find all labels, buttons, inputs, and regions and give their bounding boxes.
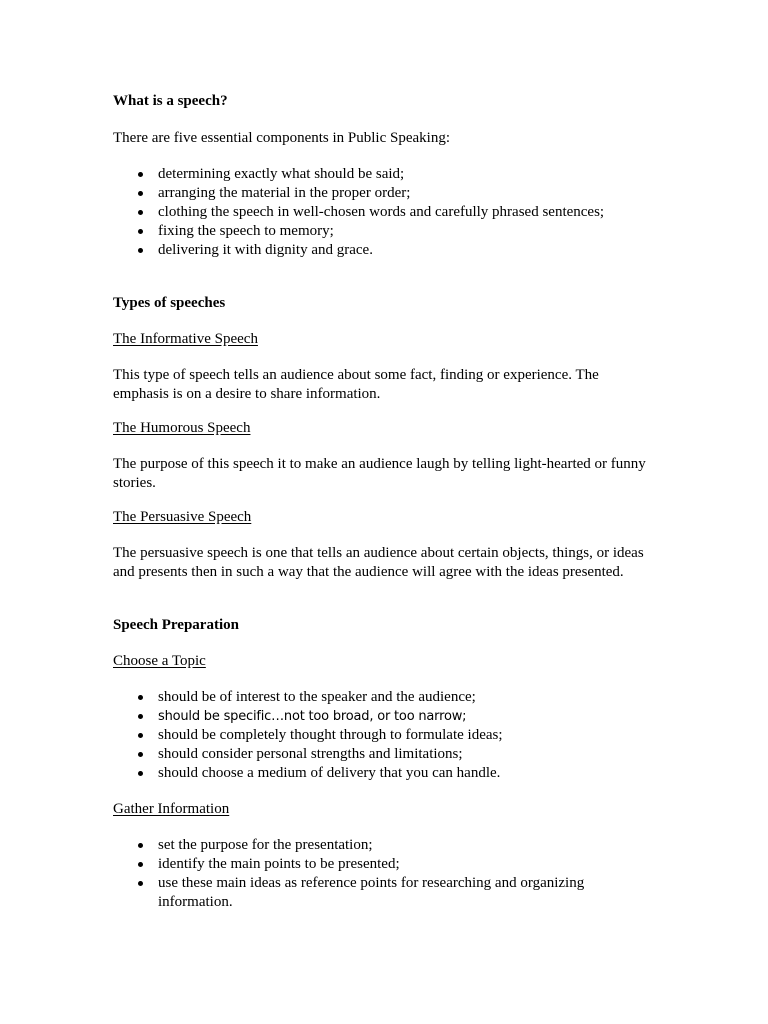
bullet-icon xyxy=(138,210,143,215)
intro-paragraph: There are five essential components in Public Speaking: xyxy=(113,130,450,146)
list-item: delivering it with dignity and grace. xyxy=(113,241,633,260)
persuasive-paragraph: The persuasive speech is one that tells an audience about certain objects, things, or ideas and presents then in such a way that the audience will agree with the ideas presented. xyxy=(113,545,644,580)
humorous-paragraph: The purpose of this speech it to make an audience laugh by telling light-hearted or funny stories. xyxy=(113,456,646,491)
list-item: clothing the speech in well-chosen words and carefully phrased sentences; xyxy=(113,203,633,222)
list-item: should consider personal strengths and limitations; xyxy=(113,745,633,764)
heading-types-of-speeches: Types of speeches xyxy=(113,295,226,311)
bullet-icon xyxy=(138,695,143,700)
subheading-choose-topic: Choose a Topic xyxy=(113,653,206,669)
bullet-icon xyxy=(138,881,143,886)
bullet-icon xyxy=(138,733,143,738)
bullet-icon xyxy=(138,191,143,196)
list-item: set the purpose for the presentation; xyxy=(113,836,633,855)
informative-paragraph: This type of speech tells an audience about some fact, finding or experience. The emphasis is on a desire to share information. xyxy=(113,367,599,402)
heading-what-is-a-speech: What is a speech? xyxy=(113,93,228,109)
list-item: arranging the material in the proper order; xyxy=(113,184,633,203)
list-item: determining exactly what should be said; xyxy=(113,165,633,184)
bullet-icon xyxy=(138,771,143,776)
bullet-icon xyxy=(138,752,143,757)
topic-list xyxy=(113,688,633,783)
bullet-icon xyxy=(138,248,143,253)
list-item: identify the main points to be presented; xyxy=(113,855,633,874)
subheading-persuasive: The Persuasive Speech xyxy=(113,509,252,525)
list-item: should be completely thought through to formulate ideas; xyxy=(113,726,633,745)
list-item: should be of interest to the speaker and the audience; xyxy=(113,688,633,707)
list-item: should choose a medium of delivery that you can handle. xyxy=(113,764,633,783)
components-list xyxy=(113,165,633,260)
subheading-informative: The Informative Speech xyxy=(113,331,258,347)
bullet-icon xyxy=(138,172,143,177)
subheading-gather-information: Gather Information xyxy=(113,801,230,817)
bullet-icon xyxy=(138,714,143,719)
bullet-icon xyxy=(138,862,143,867)
bullet-icon xyxy=(138,843,143,848)
list-item: use these main ideas as reference points for researching and organizing information. xyxy=(113,874,633,912)
list-item: fixing the speech to memory; xyxy=(113,222,633,241)
list-item: should be specific…not too broad, or too narrow; xyxy=(113,707,633,726)
heading-speech-preparation: Speech Preparation xyxy=(113,617,239,633)
bullet-icon xyxy=(138,229,143,234)
subheading-humorous: The Humorous Speech xyxy=(113,420,251,436)
gather-list xyxy=(113,836,633,912)
